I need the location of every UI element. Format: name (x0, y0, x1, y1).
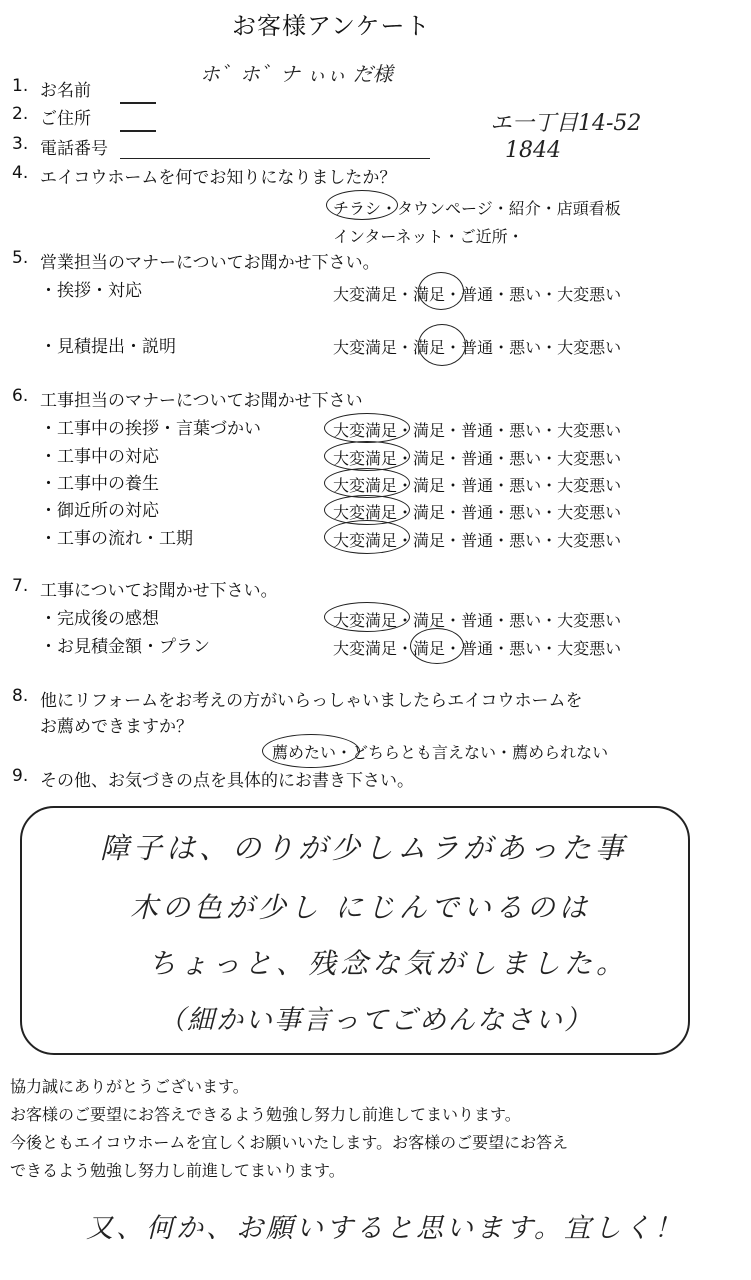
scale-bad[interactable]: 悪い (509, 285, 542, 304)
q3-number: 3. (12, 134, 29, 154)
scale-very-bad[interactable]: 大変悪い (557, 503, 622, 522)
q1-answer: ホ゛ホ゛ナ ぃぃ だ様 (200, 62, 393, 86)
q8-line2: お薦めできますか？ (40, 717, 193, 737)
q6-item-4-scale: 大変満足・満足・普通・悪い・大変悪い (333, 503, 622, 522)
footer-handwritten-note: 又、何か、お願いすると思います。宜しく！ (86, 1213, 684, 1244)
q5-number: 5. (12, 248, 29, 268)
scale-very-bad[interactable]: 大変悪い (557, 476, 622, 495)
q8-line1: 他にリフォームをお考えの方がいらっしゃいましたらエイコウホームを (40, 691, 583, 711)
scale-normal[interactable]: 普通 (461, 503, 494, 522)
scale-satisfied[interactable]: 満足 (413, 639, 446, 658)
q5-item-estimate-circle (418, 324, 466, 366)
scale-satisfied[interactable]: 満足 (413, 421, 446, 440)
q4-selection-circle (326, 190, 398, 220)
scale-satisfied[interactable]: 満足 (413, 531, 446, 550)
scale-very-bad[interactable]: 大変悪い (557, 285, 622, 304)
scale-very-satisfied[interactable]: 大変満足 (333, 639, 398, 658)
q6-item-1-circle (324, 413, 410, 443)
q3-answer: 1844 (505, 138, 561, 163)
q6-item-4: ・御近所の対応 (40, 501, 159, 521)
q6-item-3-scale: 大変満足・満足・普通・悪い・大変悪い (333, 476, 622, 495)
scale-normal[interactable]: 普通 (461, 476, 494, 495)
q7-item-1: ・完成後の感想 (40, 609, 159, 629)
q5-item-greeting: ・挨拶・対応 (40, 281, 142, 301)
scale-very-satisfied[interactable]: 大変満足 (333, 338, 398, 357)
q4-label: エイコウホームを何でお知りになりましたか？ (40, 168, 397, 188)
q2-redaction-line (120, 102, 156, 104)
q5-item-greeting-circle (418, 272, 464, 310)
scale-bad[interactable]: 悪い (509, 421, 542, 440)
q3-underline (120, 158, 430, 159)
q6-item-2: ・工事中の対応 (40, 447, 159, 467)
q9-number: 9. (12, 766, 29, 786)
q4-option-referral[interactable]: 紹介 (508, 199, 541, 218)
scale-normal[interactable]: 普通 (461, 449, 494, 468)
scale-satisfied[interactable]: 満足 (413, 611, 446, 630)
q6-item-5: ・工事の流れ・工期 (40, 529, 193, 549)
q8-number: 8. (12, 686, 29, 706)
closing-line-3: 今後ともエイコウホームを宜しくお願いいたします。お客様のご要望にお答え (10, 1133, 569, 1152)
scale-very-bad[interactable]: 大変悪い (557, 338, 622, 357)
scale-normal[interactable]: 普通 (461, 421, 494, 440)
q8-options: 薦めたい・どちらとも言えない・薦められない (272, 743, 609, 762)
q8-option-recommend[interactable]: 薦めたい (272, 743, 337, 762)
scale-normal[interactable]: 普通 (461, 338, 494, 357)
scale-satisfied[interactable]: 満足 (413, 503, 446, 522)
q6-item-5-scale: 大変満足・満足・普通・悪い・大変悪い (333, 531, 622, 550)
q6-number: 6. (12, 386, 29, 406)
q6-item-5-circle (324, 520, 410, 554)
scale-satisfied[interactable]: 満足 (413, 285, 446, 304)
q4-number: 4. (12, 163, 29, 183)
q1-number: 1. (12, 76, 29, 96)
q4-option-internet[interactable]: インターネット (333, 227, 444, 246)
scale-bad[interactable]: 悪い (509, 531, 542, 550)
scale-satisfied[interactable]: 満足 (413, 338, 446, 357)
q9-label: その他、お気づきの点を具体的にお書き下さい。 (40, 771, 414, 791)
q7-item-2-circle (410, 628, 464, 664)
scale-very-bad[interactable]: 大変悪い (557, 611, 622, 630)
scale-very-satisfied[interactable]: 大変満足 (333, 421, 398, 440)
scale-very-bad[interactable]: 大変悪い (557, 421, 622, 440)
q7-item-1-circle (324, 602, 410, 632)
q5-item-estimate-scale: 大変満足・満足・普通・悪い・大変悪い (333, 338, 622, 357)
q6-item-1: ・工事中の挨拶・言葉づかい (40, 419, 261, 439)
scale-normal[interactable]: 普通 (461, 285, 494, 304)
scale-bad[interactable]: 悪い (509, 611, 542, 630)
closing-line-1: 協力誠にありがとうございます。 (10, 1077, 249, 1096)
scale-bad[interactable]: 悪い (509, 449, 542, 468)
scale-satisfied[interactable]: 満足 (413, 449, 446, 468)
scale-very-satisfied[interactable]: 大変満足 (333, 285, 398, 304)
scale-very-satisfied[interactable]: 大変満足 (333, 531, 398, 550)
q6-item-1-scale: 大変満足・満足・普通・悪い・大変悪い (333, 421, 622, 440)
scale-normal[interactable]: 普通 (461, 639, 494, 658)
q7-item-2: ・お見積金額・プラン (40, 637, 210, 657)
q4-options-line2: インターネット・ご近所・ (333, 227, 524, 246)
scale-normal[interactable]: 普通 (461, 611, 494, 630)
comment-line-1: 障子は、のりが少しムラがあった事 (100, 831, 628, 865)
q4-option-townpage[interactable]: タウンページ (397, 199, 493, 218)
q5-label: 営業担当のマナーについてお聞かせ下さい。 (40, 253, 380, 273)
q6-label: 工事担当のマナーについてお聞かせ下さい (40, 391, 363, 411)
q5-item-greeting-scale: 大変満足・満足・普通・悪い・大変悪い (333, 285, 622, 304)
closing-line-4: できるよう勉強し努力し前進してまいります。 (10, 1161, 345, 1180)
q2-label: ご住所 (40, 109, 91, 129)
scale-very-satisfied[interactable]: 大変満足 (333, 503, 398, 522)
page-title: お客様アンケート (232, 12, 431, 40)
q6-item-3-circle (324, 468, 410, 498)
q3-label: 電話番号 (40, 139, 108, 159)
scale-bad[interactable]: 悪い (509, 476, 542, 495)
q4-option-signboard[interactable]: 店頭看板 (556, 199, 621, 218)
q8-option-neutral[interactable]: どちらとも言えない (352, 743, 497, 762)
q6-item-2-scale: 大変満足・満足・普通・悪い・大変悪い (333, 449, 622, 468)
comment-line-2: 木の色が少し にじんでいるのは (130, 891, 591, 924)
q1-label: お名前 (40, 81, 91, 101)
scale-bad[interactable]: 悪い (509, 639, 542, 658)
q7-item-1-scale: 大変満足・満足・普通・悪い・大変悪い (333, 611, 622, 630)
q3-redaction-line (120, 130, 156, 132)
q7-label: 工事についてお聞かせ下さい。 (40, 581, 278, 601)
q7-item-2-scale: 大変満足・満足・普通・悪い・大変悪い (333, 639, 622, 658)
scale-normal[interactable]: 普通 (461, 531, 494, 550)
q4-option-neighbor[interactable]: ご近所 (459, 227, 508, 246)
q8-option-not-recommend[interactable]: 薦められない (512, 743, 609, 762)
comment-line-3: ちょっと、残念な気がしました。 (148, 947, 629, 980)
scale-very-satisfied[interactable]: 大変満足 (333, 611, 398, 630)
q6-item-2-circle (324, 441, 410, 471)
scale-very-bad[interactable]: 大変悪い (557, 449, 622, 468)
q4-option-flyer[interactable]: チラシ (333, 199, 382, 218)
scale-bad[interactable]: 悪い (509, 503, 542, 522)
scale-very-bad[interactable]: 大変悪い (557, 531, 622, 550)
comment-line-4: （細かい事言ってごめんなさい） (158, 1005, 593, 1036)
scale-very-satisfied[interactable]: 大変満足 (333, 449, 398, 468)
q2-answer: エ一丁目14-52 (490, 111, 642, 136)
scale-very-satisfied[interactable]: 大変満足 (333, 476, 398, 495)
q7-number: 7. (12, 576, 29, 596)
closing-line-2: お客様のご要望にお答えできるよう勉強し努力し前進してまいります。 (10, 1105, 521, 1124)
q4-options-line1: チラシ・タウンページ・紹介・店頭看板 (333, 199, 621, 218)
q5-item-estimate: ・見積提出・説明 (40, 337, 176, 357)
q8-selection-circle (262, 734, 360, 768)
q2-number: 2. (12, 104, 29, 124)
scale-bad[interactable]: 悪い (509, 338, 542, 357)
scale-satisfied[interactable]: 満足 (413, 476, 446, 495)
scale-very-bad[interactable]: 大変悪い (557, 639, 622, 658)
q6-item-3: ・工事中の養生 (40, 474, 159, 494)
